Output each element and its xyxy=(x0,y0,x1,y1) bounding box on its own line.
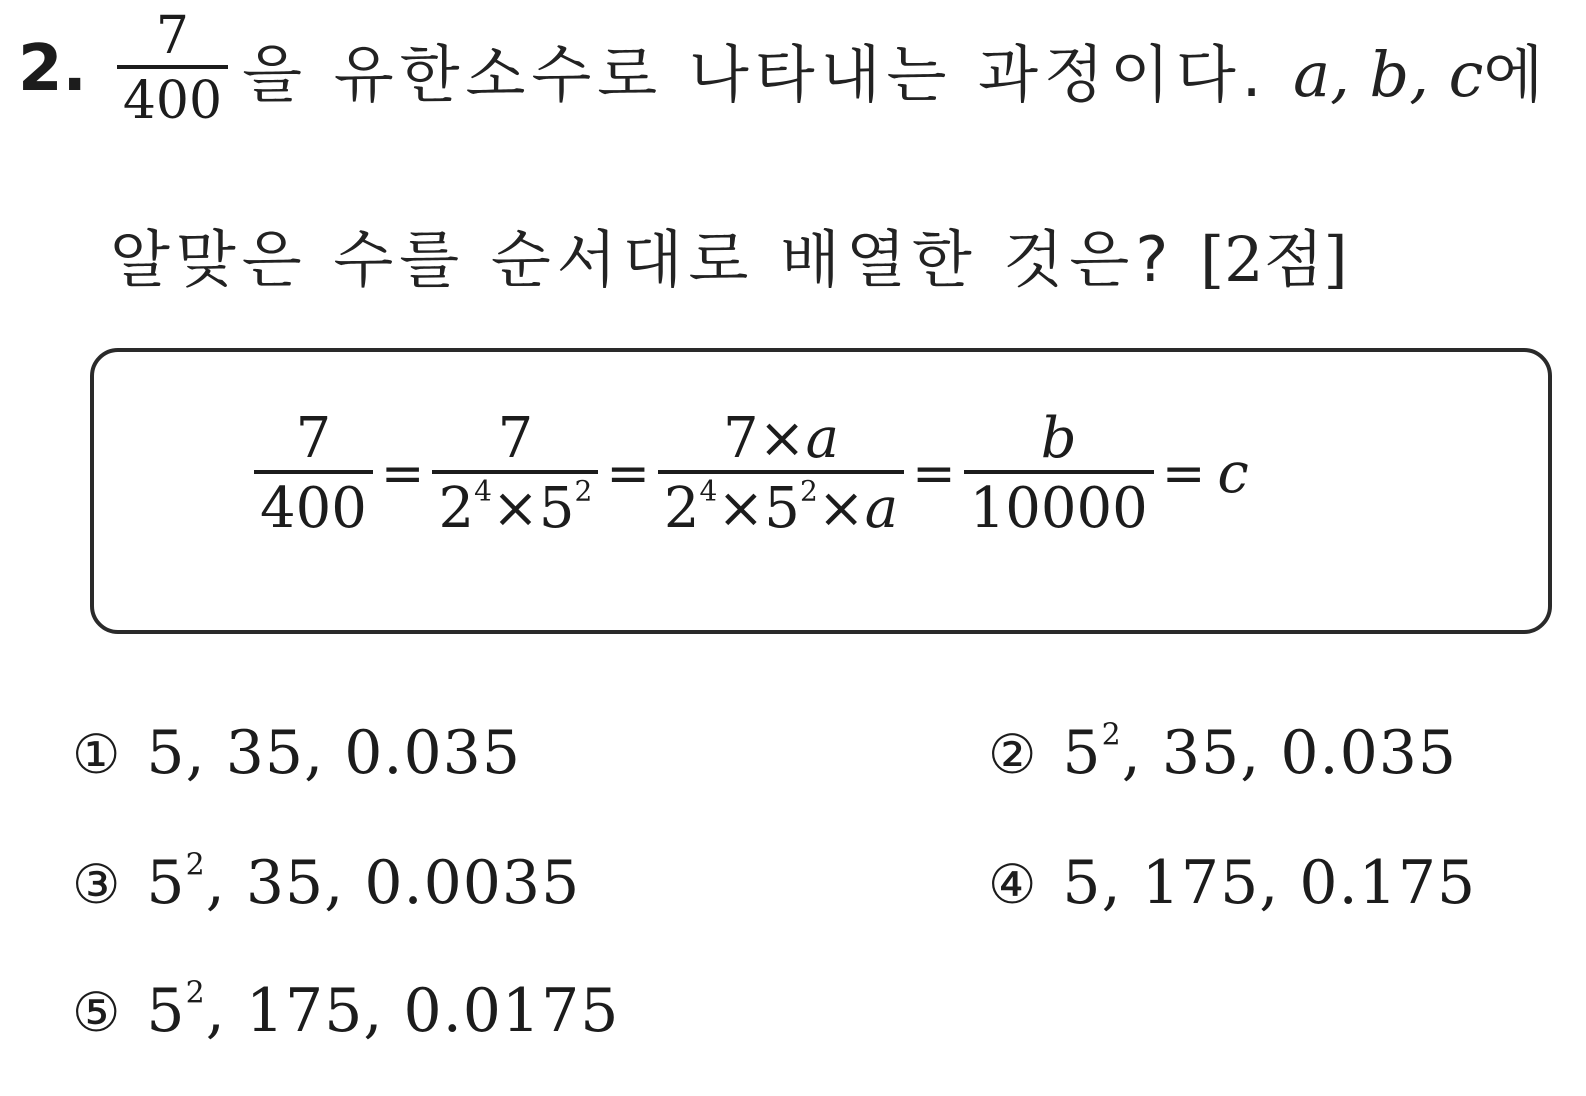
base: 2 xyxy=(438,475,475,541)
question-points: [2점] xyxy=(1199,223,1348,296)
number: 7 xyxy=(723,406,759,471)
option-5-text xyxy=(146,976,619,1046)
option-5-number: ⑤ xyxy=(72,981,121,1044)
question-line-1 xyxy=(18,8,1549,130)
exponent: 4 xyxy=(474,474,492,507)
equation-fraction-3-numerator xyxy=(717,408,845,470)
equation-fraction-4-numerator: b xyxy=(1040,406,1077,471)
question-fraction-numerator: 7 xyxy=(155,6,190,66)
question-text-2: 알맞은 수를 순서대로 배열한 것은? xyxy=(110,223,1175,296)
option-4-number: ④ xyxy=(988,853,1037,916)
exponent: 2 xyxy=(185,847,206,883)
variable-a: a xyxy=(805,406,839,471)
option-3-text xyxy=(146,848,580,918)
option-4[interactable] xyxy=(988,848,1476,918)
equation-box xyxy=(90,348,1552,634)
exponent: 2 xyxy=(185,975,206,1011)
equals-sign: = xyxy=(380,443,425,504)
option-1-text: 5, 35, 0.035 xyxy=(146,718,521,788)
base: 5 xyxy=(146,976,186,1046)
option-2-number: ② xyxy=(988,723,1037,786)
equation-fraction-4-denominator: 10000 xyxy=(964,470,1154,540)
option-3[interactable] xyxy=(72,848,580,918)
option-2[interactable] xyxy=(988,718,1457,788)
question-fraction xyxy=(117,8,228,130)
equals-sign: = xyxy=(606,443,650,504)
times-sign: × xyxy=(758,406,806,471)
option-1-number: ① xyxy=(72,723,121,786)
equation-fraction-2-numerator: 7 xyxy=(497,406,534,471)
equation-fraction-3-denominator xyxy=(658,470,904,540)
variable-a: a xyxy=(864,475,899,541)
question-number: 2. xyxy=(18,32,87,107)
question-variables: a, b, c xyxy=(1293,37,1484,111)
base: 5 xyxy=(538,475,575,541)
option-5[interactable] xyxy=(72,976,619,1046)
option-1[interactable] xyxy=(72,718,521,788)
option-3-rest: , 35, 0.0035 xyxy=(205,848,581,918)
times-sign: × xyxy=(491,475,539,541)
exponent: 2 xyxy=(1101,717,1122,753)
question-line-2 xyxy=(110,210,1348,299)
base: 5 xyxy=(764,475,800,541)
option-4-text: 5, 175, 0.175 xyxy=(1062,848,1477,918)
equals-sign: = xyxy=(1161,443,1206,504)
question-text-1 xyxy=(242,25,1549,114)
equals-sign: = xyxy=(912,443,956,504)
question-fraction-denominator: 400 xyxy=(117,65,228,130)
option-2-rest: , 35, 0.035 xyxy=(1121,718,1458,788)
option-3-number: ③ xyxy=(72,853,121,916)
base: 5 xyxy=(1062,718,1102,788)
base: 5 xyxy=(146,848,186,918)
equation-fraction-3 xyxy=(658,408,904,539)
equation-fraction-1 xyxy=(254,408,373,539)
exponent: 2 xyxy=(574,474,593,507)
equation-fraction-2-denominator xyxy=(432,470,598,540)
times-sign: × xyxy=(817,475,865,541)
option-2-text xyxy=(1062,718,1457,788)
equation-fraction-1-numerator: 7 xyxy=(295,406,332,471)
equation-fraction-1-denominator: 400 xyxy=(254,470,373,540)
question-text-main: 을 유한소수로 나타내는 과정이다. xyxy=(242,37,1268,111)
equation-fraction-2 xyxy=(432,408,598,539)
equation-fraction-4 xyxy=(964,408,1154,539)
equation-result: c xyxy=(1217,441,1249,507)
exponent: 4 xyxy=(699,474,718,507)
option-5-rest: , 175, 0.0175 xyxy=(205,976,620,1046)
times-sign: × xyxy=(717,475,765,541)
equation-row xyxy=(254,408,1249,539)
question-text-end: 에 xyxy=(1483,37,1550,111)
exponent: 2 xyxy=(799,474,818,507)
base: 2 xyxy=(663,475,700,541)
